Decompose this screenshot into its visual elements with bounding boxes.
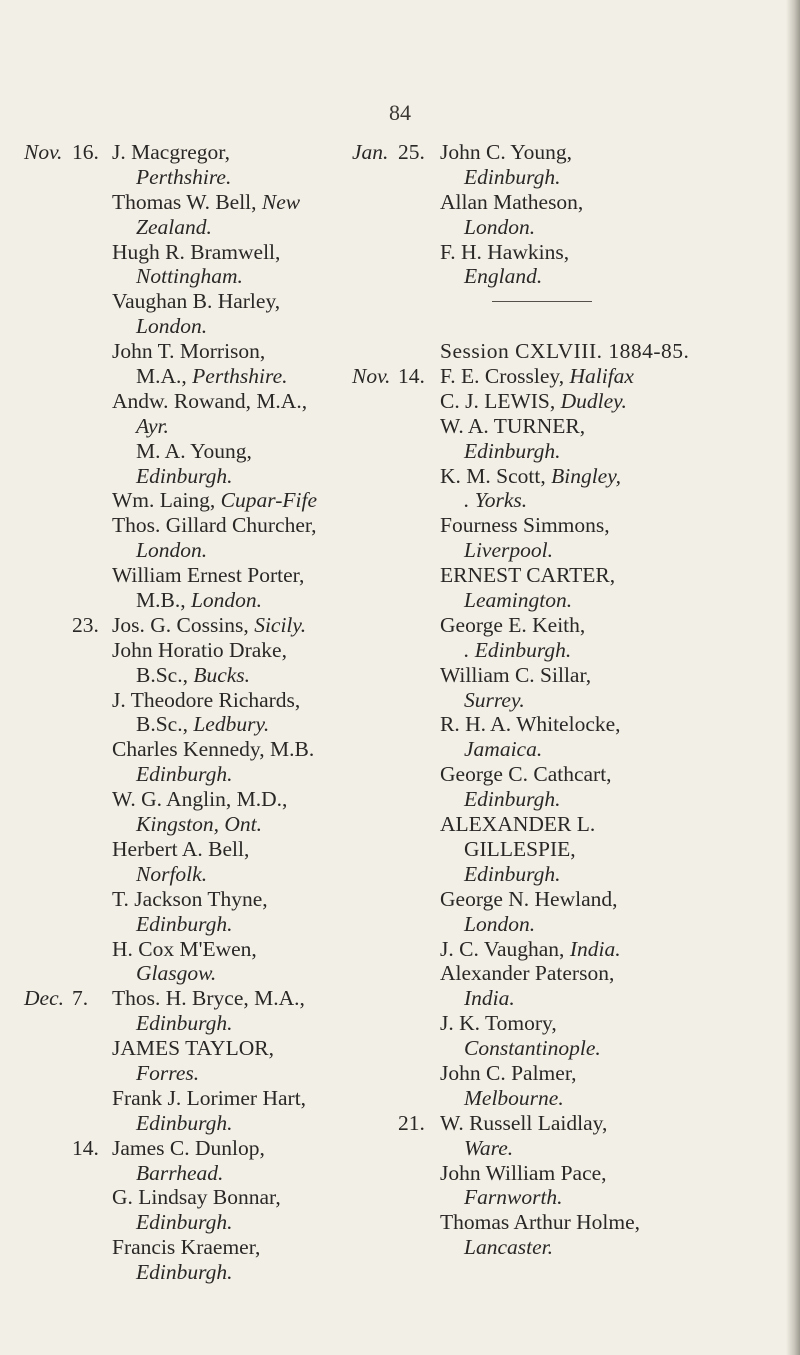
member-name-text: John William Pace, xyxy=(440,1160,607,1185)
member-name xyxy=(440,1111,607,1136)
member-name xyxy=(136,712,269,737)
member-place: London. xyxy=(136,538,208,563)
entry-place-line xyxy=(112,464,412,489)
member-place: Edinburgh. xyxy=(464,787,561,812)
member-place-inline: London. xyxy=(190,588,263,613)
entry-place-line xyxy=(440,862,770,887)
entry-place-line xyxy=(112,264,412,289)
member-name xyxy=(440,140,572,165)
right-column xyxy=(352,140,770,1260)
month-label: Jan. xyxy=(352,140,389,164)
entry-name-line xyxy=(72,1135,412,1161)
entry-name-line xyxy=(440,1061,770,1086)
member-place-inline: Sicily. xyxy=(254,612,307,637)
member-place-inline: Perthshire. xyxy=(192,364,288,389)
member-name-text: George E. Keith, xyxy=(440,612,586,637)
entry-place-line xyxy=(112,414,412,439)
entry-name-line xyxy=(112,887,412,912)
member-name xyxy=(112,563,304,588)
entry-place-line xyxy=(112,314,412,339)
member-place-inline: Ledbury. xyxy=(193,712,270,737)
member-place: Surrey. xyxy=(464,687,525,712)
entry-place-line xyxy=(440,488,770,513)
member-name-text: B.Sc., xyxy=(136,662,194,687)
entry-place-line xyxy=(440,1136,770,1161)
member-name-text: Allan Matheson, xyxy=(440,189,584,214)
day-label: 14. xyxy=(72,1135,99,1160)
member-name xyxy=(440,712,621,737)
member-name xyxy=(136,588,262,613)
member-name xyxy=(112,986,305,1011)
member-name-text: B.Sc., xyxy=(136,712,194,737)
member-place: India. xyxy=(464,986,515,1011)
entry-place-line xyxy=(112,1260,412,1285)
entry-name-line xyxy=(112,588,412,613)
member-name-text: Thomas Arthur Holme, xyxy=(440,1210,641,1235)
entry-name-line xyxy=(440,762,770,787)
member-name-text: R. H. A. Whitelocke, xyxy=(440,712,621,737)
entry-place-line xyxy=(112,215,412,240)
member-place: London. xyxy=(464,214,536,239)
member-name-text: John Horatio Drake, xyxy=(112,637,287,662)
member-place: London. xyxy=(136,314,208,339)
entry-name-line xyxy=(440,1161,770,1186)
member-name-text: Frank J. Lorimer Hart, xyxy=(112,1085,307,1110)
member-place-inline: Bucks. xyxy=(193,662,251,687)
member-name-text: Thos. H. Bryce, M.A., xyxy=(112,986,305,1011)
member-place: Edinburgh. xyxy=(464,861,561,886)
entry-name-line xyxy=(24,986,412,1011)
member-place: Edinburgh. xyxy=(136,1110,233,1135)
entry-name-line xyxy=(352,364,770,389)
entry-name-line xyxy=(398,1110,770,1136)
member-place: Leamington. xyxy=(464,588,573,613)
entry-name-line xyxy=(112,937,412,962)
member-name-text: JAMES TAYLOR, xyxy=(112,1036,274,1061)
entry-place-line xyxy=(112,165,412,190)
member-name xyxy=(440,663,591,688)
entry-place-line xyxy=(440,264,770,289)
entry-place-line xyxy=(440,1036,770,1061)
member-name xyxy=(112,140,230,165)
page-edge-shadow xyxy=(786,0,800,1355)
member-name xyxy=(440,364,634,389)
entry-place-line xyxy=(440,638,770,663)
entry-place-line xyxy=(112,812,412,837)
entry-name-line xyxy=(440,613,770,638)
day-label: 7. xyxy=(72,986,89,1011)
member-name xyxy=(112,837,249,862)
member-name-text: Herbert A. Bell, xyxy=(112,836,250,861)
entry-name-line xyxy=(440,389,770,414)
member-place: Perthshire. xyxy=(136,164,232,189)
entry-name-line xyxy=(72,612,412,638)
member-name-text: F. E. Crossley, xyxy=(440,364,570,389)
member-name-text: Charles Kennedy, M.B. xyxy=(112,737,315,762)
entry-place-line xyxy=(440,787,770,812)
entry-name-line xyxy=(352,140,770,165)
member-name xyxy=(112,1036,274,1061)
member-name-text: W. A. TURNER, xyxy=(440,413,586,438)
entry-name-line xyxy=(112,488,412,513)
member-name-text: J. Macgregor, xyxy=(112,140,230,164)
entry-place-line xyxy=(112,1011,412,1036)
member-place: Melbourne. xyxy=(464,1085,564,1110)
day-label: 14. xyxy=(398,364,425,389)
member-place-inline: New xyxy=(261,189,301,214)
member-name-text: K. M. Scott, xyxy=(440,463,552,488)
member-place-inline: Cupar-Fife xyxy=(220,488,317,513)
member-name-text: M.B., xyxy=(136,588,191,613)
entry-place-line xyxy=(112,1210,412,1235)
entry-place-line xyxy=(440,986,770,1011)
member-place: Ayr. xyxy=(136,413,169,438)
entry-name-line xyxy=(112,339,412,364)
member-name xyxy=(112,1086,306,1111)
entry-name-line xyxy=(112,563,412,588)
member-name xyxy=(440,961,614,986)
member-name xyxy=(112,190,300,215)
member-name xyxy=(440,613,585,638)
member-name-text: John C. Palmer, xyxy=(440,1060,577,1085)
member-name-text: James C. Dunlop, xyxy=(112,1135,265,1160)
member-place-inline: India. xyxy=(569,936,621,961)
month-label: Nov. xyxy=(24,140,63,164)
entry-place-line xyxy=(112,1161,412,1186)
member-name xyxy=(440,414,585,439)
member-name xyxy=(112,513,317,538)
member-name xyxy=(440,240,569,265)
entry-place-line xyxy=(112,1061,412,1086)
member-name xyxy=(440,762,612,787)
member-place-inline: Halifax xyxy=(569,364,634,389)
entry-name-line xyxy=(112,787,412,812)
member-name xyxy=(112,937,257,962)
member-place: Edinburgh. xyxy=(136,463,233,488)
session-heading-text: Session CXLVIII. 1884-85. xyxy=(440,339,690,364)
member-name-text: William C. Sillar, xyxy=(440,662,592,687)
member-name-text: J. K. Tomory, xyxy=(440,1011,557,1036)
entry-name-line xyxy=(440,663,770,688)
member-name-text: W. G. Anglin, M.D., xyxy=(112,787,288,812)
entry-place-line xyxy=(440,1185,770,1210)
member-place: England. xyxy=(464,264,543,289)
member-place: Edinburgh. xyxy=(136,1011,233,1036)
page-number: 84 xyxy=(389,100,411,125)
member-name-text: T. Jackson Thyne, xyxy=(112,886,268,911)
member-name xyxy=(136,364,288,389)
member-name xyxy=(112,488,317,513)
member-place: Liverpool. xyxy=(464,538,553,563)
entry-name-line xyxy=(440,464,770,489)
entry-place-line xyxy=(440,588,770,613)
entry-name-line xyxy=(440,563,770,588)
member-name xyxy=(112,1185,281,1210)
member-name xyxy=(440,563,615,588)
entry-name-line xyxy=(440,240,770,265)
member-place: Kingston, Ont. xyxy=(136,812,263,837)
member-name xyxy=(112,737,314,762)
member-name-text: J. Theodore Richards, xyxy=(112,687,301,712)
member-place: Nottingham. xyxy=(136,264,243,289)
member-name xyxy=(440,1061,577,1086)
entry-name-line xyxy=(112,240,412,265)
entry-place-line xyxy=(112,961,412,986)
entry-name-line xyxy=(112,1086,412,1111)
entry-name-line xyxy=(440,937,770,962)
member-name xyxy=(464,837,576,862)
member-place: Jamaica. xyxy=(464,737,543,762)
member-place-inline: Bingley, xyxy=(551,463,621,488)
day-label: 16. xyxy=(72,140,99,164)
entry-name-line xyxy=(112,513,412,538)
member-name xyxy=(112,787,287,812)
day-label: 23. xyxy=(72,612,99,637)
member-name-text: W. Russell Laidlay, xyxy=(440,1110,608,1135)
member-name-text: ERNEST CARTER, xyxy=(440,563,616,588)
member-name xyxy=(112,887,268,912)
member-name-text: M.A., xyxy=(136,364,193,389)
member-place: Edinburgh. xyxy=(136,762,233,787)
entry-name-line xyxy=(440,513,770,538)
entry-place-line xyxy=(440,1086,770,1111)
section-divider xyxy=(440,289,770,314)
entry-place-line xyxy=(440,912,770,937)
entry-place-line xyxy=(440,538,770,563)
entry-name-line xyxy=(440,414,770,439)
member-name xyxy=(440,1011,557,1036)
entry-name-line xyxy=(440,812,770,837)
entry-name-line xyxy=(112,1036,412,1061)
entry-name-line xyxy=(440,1210,770,1235)
member-name-text: Jos. G. Cossins, xyxy=(112,612,255,637)
day-label: 25. xyxy=(398,140,425,164)
member-place: Edinburgh. xyxy=(136,1260,233,1285)
member-name-text: Thomas W. Bell, xyxy=(112,189,262,214)
entry-place-line xyxy=(112,862,412,887)
entry-name-line xyxy=(112,190,412,215)
entry-name-line xyxy=(440,887,770,912)
member-name xyxy=(112,1235,260,1260)
entry-place-line xyxy=(112,762,412,787)
member-name xyxy=(136,439,252,464)
entry-name-line xyxy=(112,712,412,737)
member-place-inline: Dudley. xyxy=(560,388,627,413)
member-name xyxy=(440,1161,607,1186)
member-name xyxy=(112,389,307,414)
member-place: Farnworth. xyxy=(464,1185,563,1210)
member-name xyxy=(440,464,621,489)
member-name xyxy=(440,389,627,414)
left-column xyxy=(24,140,412,1285)
member-name-text: John T. Morrison, xyxy=(112,339,266,364)
member-name-text: Alexander Paterson, xyxy=(440,961,615,986)
member-place: . Edinburgh. xyxy=(464,637,572,662)
entry-place-line xyxy=(440,688,770,713)
member-name-text: J. C. Vaughan, xyxy=(440,936,570,961)
day-label: 21. xyxy=(398,1110,425,1135)
member-name-text: GILLESPIE, xyxy=(464,836,576,861)
member-name-text: George C. Cathcart, xyxy=(440,762,612,787)
member-place: . Yorks. xyxy=(464,488,528,513)
member-place: Forres. xyxy=(136,1060,200,1085)
member-name-text: Vaughan B. Harley, xyxy=(112,289,281,314)
member-name xyxy=(440,1210,640,1235)
member-name-text: William Ernest Porter, xyxy=(112,563,305,588)
entry-name-line xyxy=(112,663,412,688)
entry-place-line xyxy=(440,1235,770,1260)
member-place: Ware. xyxy=(464,1135,514,1160)
entry-name-line xyxy=(112,389,412,414)
entry-name-line xyxy=(112,289,412,314)
entry-name-line xyxy=(112,1185,412,1210)
member-name-text: Wm. Laing, xyxy=(112,488,221,513)
entry-place-line xyxy=(440,165,770,190)
member-name xyxy=(112,1136,265,1161)
member-name xyxy=(112,289,280,314)
member-name xyxy=(440,937,621,962)
member-place: Glasgow. xyxy=(136,961,217,986)
entry-name-line xyxy=(112,837,412,862)
member-place: Barrhead. xyxy=(136,1160,224,1185)
entry-place-line xyxy=(112,538,412,563)
entry-name-line xyxy=(112,688,412,713)
member-place: Norfolk. xyxy=(136,861,208,886)
member-name-text: Thos. Gillard Churcher, xyxy=(112,513,317,538)
member-name-text: M. A. Young, xyxy=(136,438,252,463)
member-place: Edinburgh. xyxy=(136,1210,233,1235)
member-name-text: Fourness Simmons, xyxy=(440,513,610,538)
month-label: Nov. xyxy=(352,364,391,389)
member-name xyxy=(440,812,595,837)
member-name xyxy=(112,240,280,265)
member-place: Constantinople. xyxy=(464,1036,601,1061)
member-place: Lancaster. xyxy=(464,1235,553,1260)
entry-name-line xyxy=(112,737,412,762)
entry-name-line xyxy=(440,961,770,986)
entry-name-line xyxy=(112,1235,412,1260)
entry-name-line xyxy=(440,712,770,737)
blank-line xyxy=(440,314,770,339)
month-label: Dec. xyxy=(24,986,64,1011)
member-place: Zealand. xyxy=(136,214,212,239)
entry-name-line xyxy=(440,190,770,215)
entry-place-line xyxy=(440,215,770,240)
member-name-text: C. J. LEWIS, xyxy=(440,388,561,413)
session-heading xyxy=(440,339,770,364)
member-name xyxy=(112,688,300,713)
entry-place-line xyxy=(112,1111,412,1136)
member-name xyxy=(440,887,618,912)
member-place: Edinburgh. xyxy=(136,911,233,936)
entry-name-line xyxy=(112,638,412,663)
member-name-text: H. Cox M'Ewen, xyxy=(112,936,257,961)
member-name xyxy=(112,638,287,663)
member-name xyxy=(440,513,610,538)
entry-place-line xyxy=(440,737,770,762)
member-name xyxy=(112,613,306,638)
member-name xyxy=(136,663,250,688)
member-name xyxy=(112,339,265,364)
member-name-text: G. Lindsay Bonnar, xyxy=(112,1185,281,1210)
entry-name-line xyxy=(440,837,770,862)
member-place: Edinburgh. xyxy=(464,438,561,463)
member-place: London. xyxy=(464,911,536,936)
entry-place-line xyxy=(440,439,770,464)
member-name-text: John C. Young, xyxy=(440,140,573,164)
member-name-text: Francis Kraemer, xyxy=(112,1235,261,1260)
member-name-text: George N. Hewland, xyxy=(440,886,618,911)
member-name xyxy=(440,190,583,215)
member-name-text: F. H. Hawkins, xyxy=(440,239,570,264)
entry-place-line xyxy=(112,912,412,937)
entry-name-line xyxy=(440,1011,770,1036)
member-name-text: Andw. Rowand, M.A., xyxy=(112,388,308,413)
member-place: Edinburgh. xyxy=(464,164,561,189)
member-name-text: ALEXANDER L. xyxy=(440,812,596,837)
entry-name-line xyxy=(112,439,412,464)
member-name-text: Hugh R. Bramwell, xyxy=(112,239,281,264)
